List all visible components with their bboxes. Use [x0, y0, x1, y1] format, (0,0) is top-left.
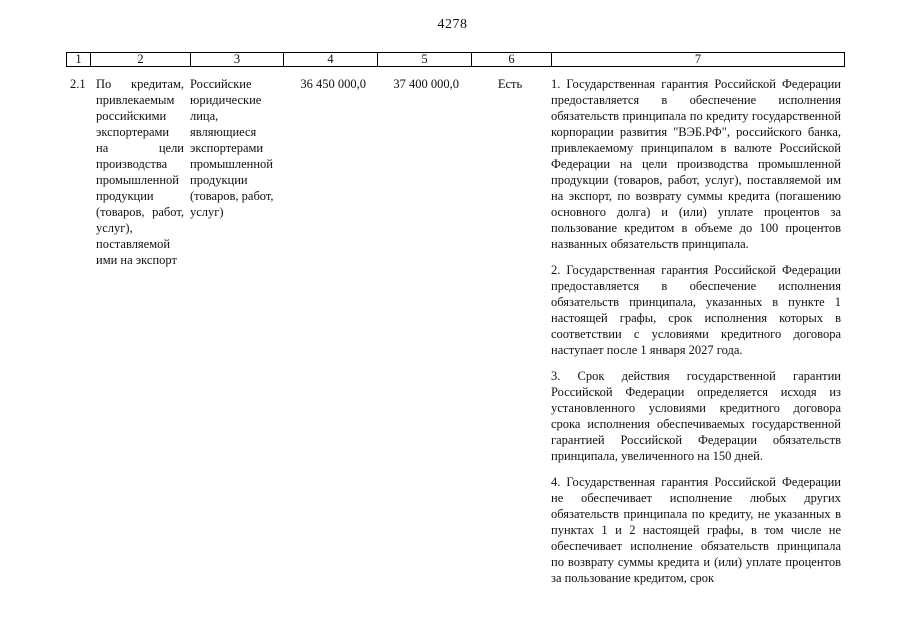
condition-item: 1. Государственная гарантия Российской Федерации предоставляется в обеспечение исполнения обязательств принципала по кредиту государственной корпорации развития "ВЭБ.РФ", российского банка, привлекаемому принципалом в валюте Российской Федерации на цели производства промышленной продукции (товаров, работ, услуг), поставляемой им на экспорт, по возврату суммы кредита (погашению основного долга) и (или) уплате процентов за пользование кредитом в объеме до 100 процентов названных обязательств принципала. — [551, 77, 841, 251]
page-number: 4278 — [437, 17, 468, 32]
column-header-6: 6 — [472, 53, 552, 66]
column-header-2: 2 — [91, 53, 191, 66]
guarantee-amount-year-1: 36 450 000,0 — [300, 77, 366, 91]
column-header-5: 5 — [378, 53, 472, 66]
guarantee-recipients: Российские юридические лица, являющиеся экспортерами промышленной продукции (товаров, работ, услуг) — [190, 77, 274, 219]
condition-item: 2. Государственная гарантия Российской Федерации предоставляется в обеспечение исполнения обязательств принципала, указанных в пункте 1 настоящей графы, срок исполнения которых в соответствии с условиями кредитного договора наступает после 1 января 2027 года. — [551, 263, 841, 357]
condition-item: 3. Срок действия государственной гарантии Российской Федерации определяется исходя из установленного условиями кредитного договора срока исполнения обеспечиваемых государственной гарантией Российской Федерации обязательств принципала, увеличенного на 150 дней. — [551, 369, 841, 463]
guarantee-amount-year-2: 37 400 000,0 — [393, 77, 459, 91]
guarantee-conditions — [551, 76, 841, 596]
column-header-1: 1 — [67, 53, 91, 66]
column-header-7: 7 — [694, 52, 702, 66]
recourse-availability: Есть — [497, 77, 523, 91]
column-header-3: 3 — [191, 53, 284, 66]
condition-item: 4. Государственная гарантия Российской Федерации не обеспечивает исполнение любых других обязательств принципала по кредиту, не указанных в пунктах 1 и 2 настоящей графы, в том числе не обеспечивает исполнение обязательств принципала по возврату суммы кредита и (или) уплате процентов за пользование кредитом, срок — [551, 475, 841, 585]
guarantee-purpose: По кредитам, привлекаемым российскими экспортерами на цели производства промышленной продукции (товаров, работ, услуг), поставляемой ими на экспорт — [96, 77, 184, 267]
table-header-row — [66, 52, 845, 67]
column-header-4: 4 — [284, 53, 378, 66]
row-number: 2.1 — [70, 77, 86, 91]
